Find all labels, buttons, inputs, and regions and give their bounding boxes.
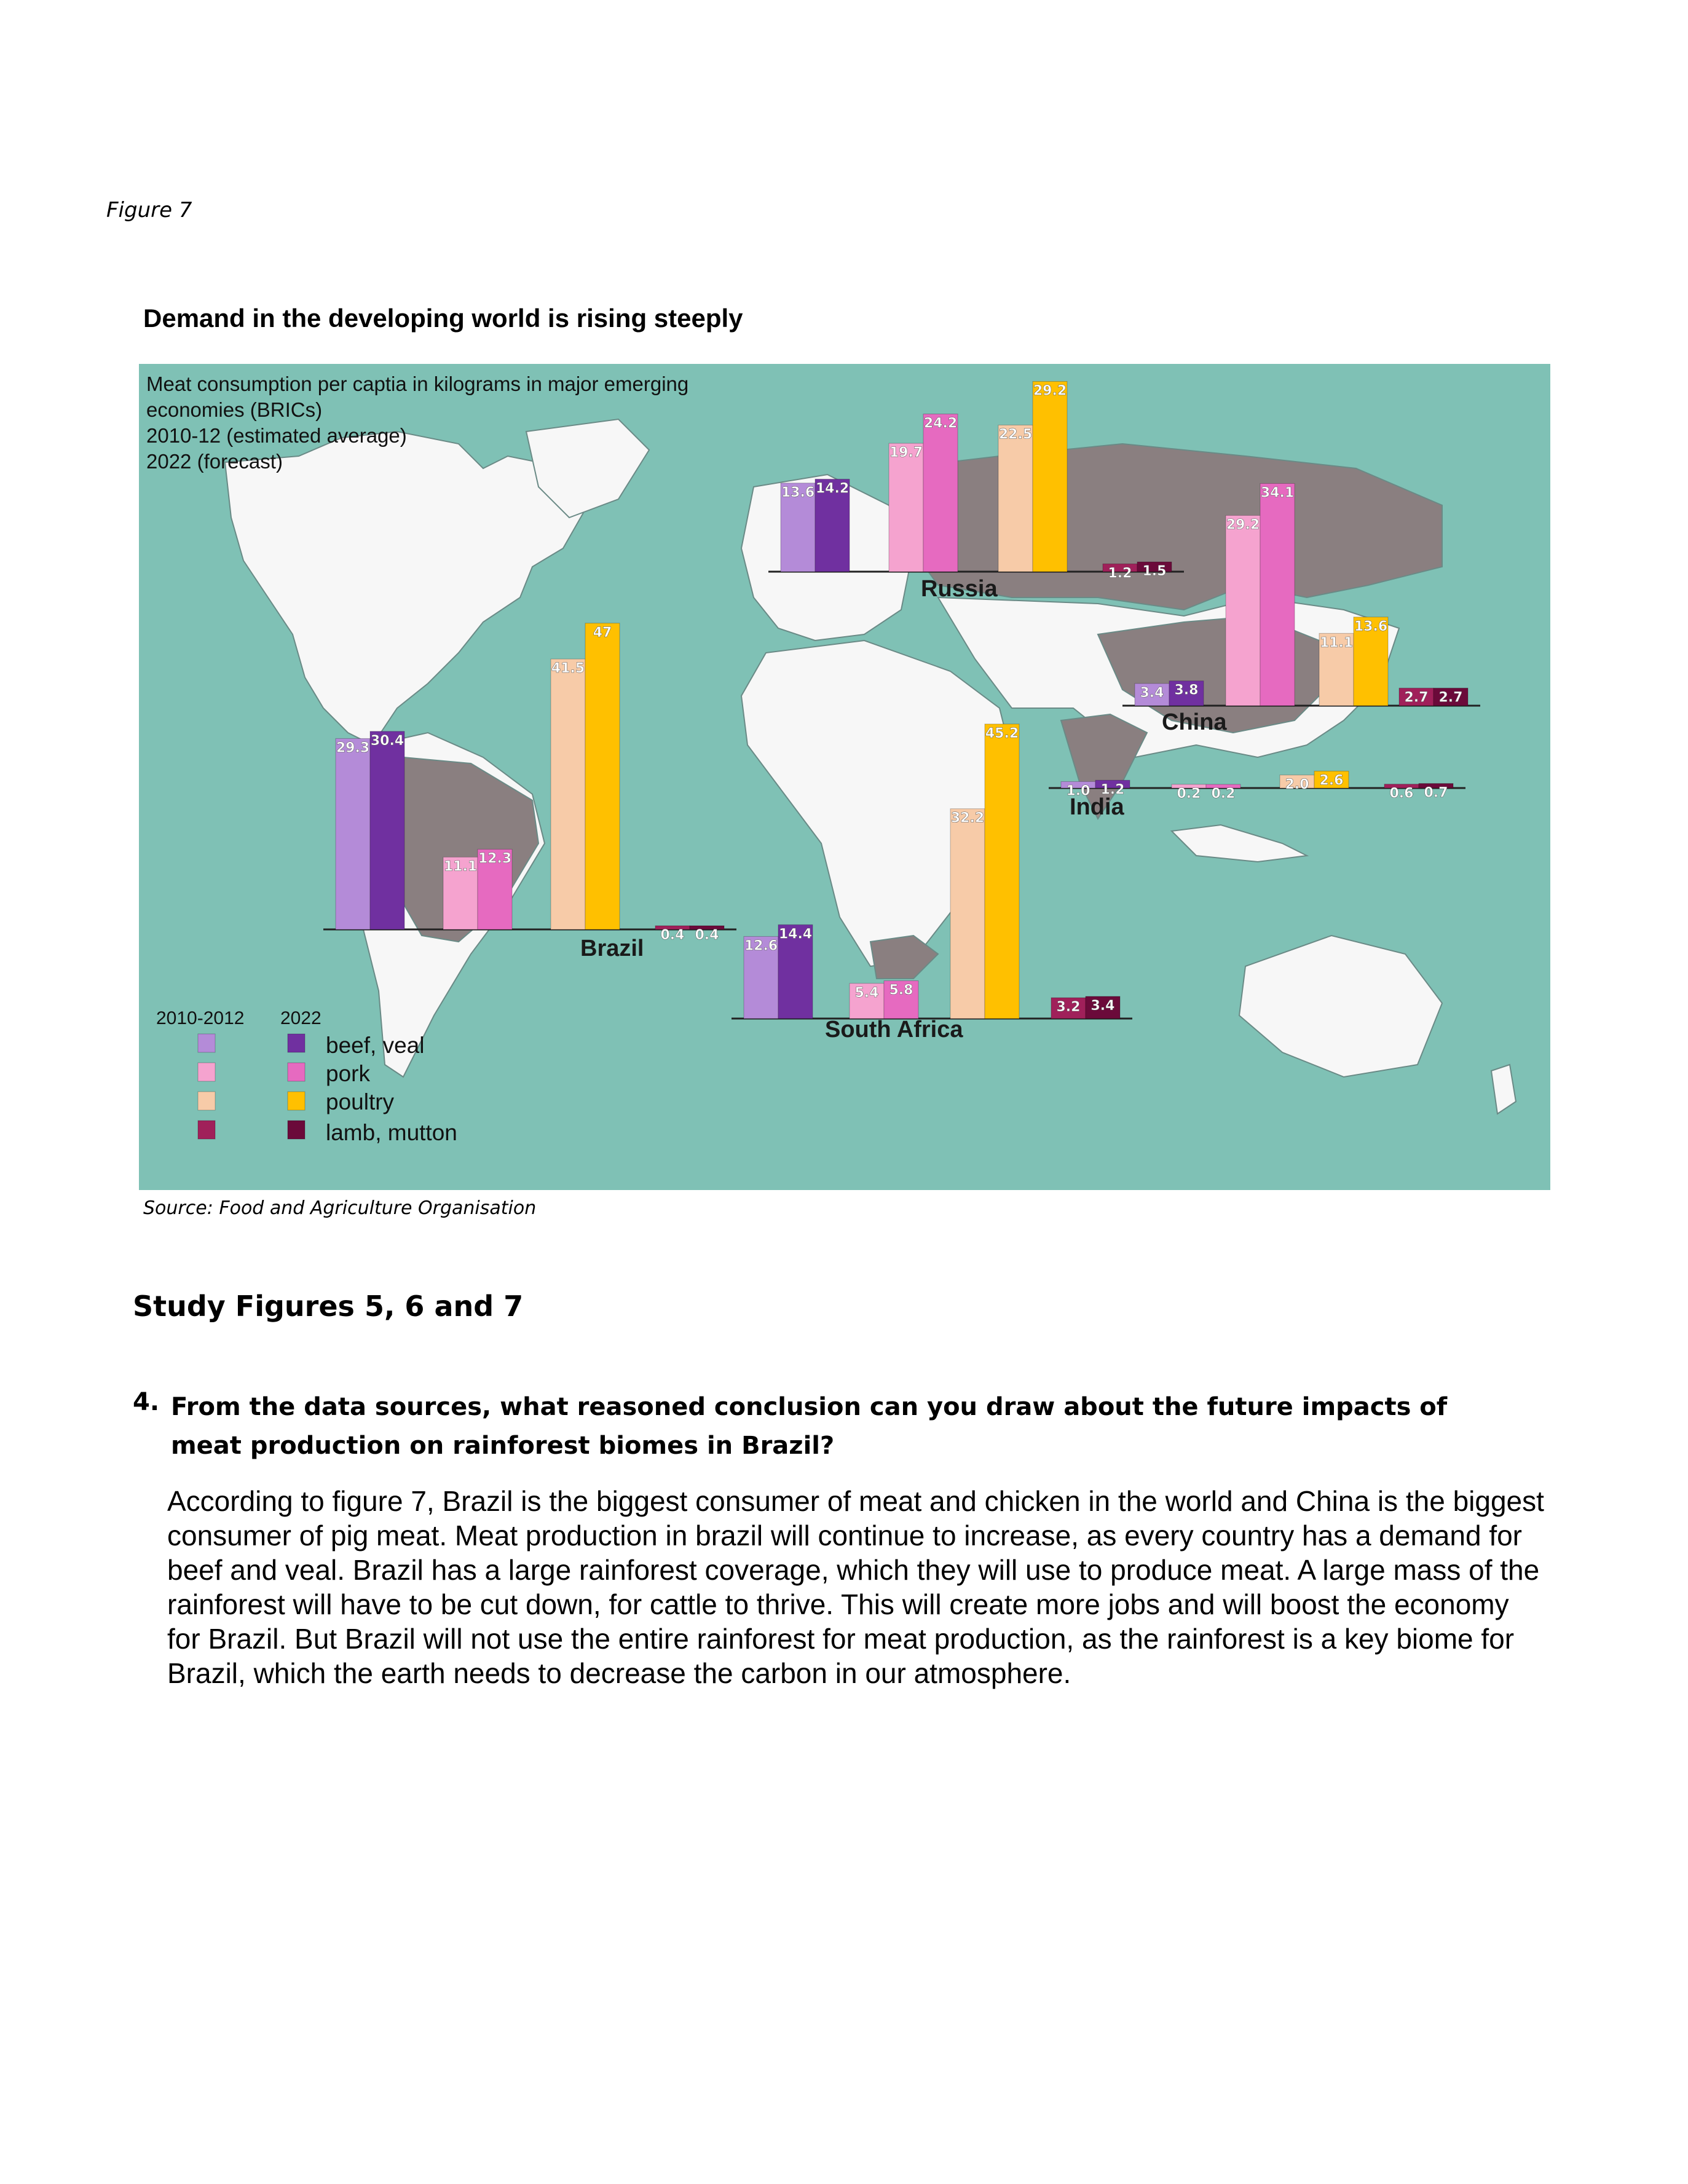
china-poultry-2010-value: 11.1	[1319, 635, 1354, 651]
legend-swatch-poultry-2010	[198, 1092, 215, 1110]
china-pork-2022-value: 34.1	[1260, 485, 1295, 501]
india-poultry-2010-value: 2.0	[1285, 776, 1309, 792]
india-lamb-2022-value: 0.7	[1424, 785, 1448, 801]
legend-label-poultry: poultry	[326, 1089, 395, 1114]
country-label-russia: Russia	[921, 576, 998, 602]
russia-poultry-2010-bar	[998, 425, 1033, 572]
brazil-pork-2010-value: 11.1	[443, 859, 478, 875]
australia-land	[1239, 936, 1442, 1077]
india-poultry-2022-value: 2.6	[1319, 773, 1344, 789]
brazil-beef-2010-bar	[336, 738, 370, 929]
figure-label: Figure 7	[106, 198, 192, 223]
india-pork-2010-value: 0.2	[1177, 786, 1201, 802]
north-america-land	[225, 432, 588, 745]
china-lamb-2010-value: 2.7	[1404, 690, 1429, 706]
russia-poultry-2010-value: 22.5	[998, 427, 1033, 443]
new-zealand-land	[1491, 1065, 1516, 1114]
legend-swatch-poultry-2022	[288, 1092, 305, 1110]
question-number: 4.	[133, 1388, 160, 1416]
south-africa-poultry-2010-value: 32.2	[950, 810, 985, 826]
brazil-lamb-2010-value: 0.4	[660, 928, 685, 943]
legend-label-lamb: lamb, mutton	[326, 1120, 457, 1145]
india-beef-2010-value: 1.0	[1066, 783, 1090, 799]
chart-subtitle	[146, 371, 688, 475]
brazil-poultry-2010-bar	[551, 659, 585, 929]
brazil-beef-2010-value: 29.3	[336, 740, 370, 756]
south-africa-lamb-2010-value: 3.2	[1056, 999, 1081, 1015]
russia-beef-2010-value: 13.6	[781, 484, 815, 500]
russia-pork-2022-bar	[923, 414, 958, 572]
answer-text: According to figure 7, Brazil is the biggest consumer of meat and chicken in the world and China is the biggest consumer of pig meat. Meat production in brazil will continue to increase, as every country has a demand for beef and veal. Brazil has a large rainforest coverage, which they will use to produce meat. A large mass of the rainforest will have to be cut down, for cattle to thrive. This will create more jobs and will boost the economy for Brazil. But Brazil will not use the entire rainforest for meat production, as the rainforest is a key biome for Brazil, which the earth needs to decrease the carbon in our atmosphere.	[167, 1485, 1544, 1689]
brazil-poultry-2010-value: 41.5	[551, 661, 585, 677]
indonesia-land	[1172, 825, 1307, 862]
russia-beef-2022-value: 14.2	[815, 481, 850, 497]
china-lamb-2022-value: 2.7	[1438, 690, 1463, 706]
russia-pork-2010-bar	[889, 443, 923, 572]
brazil-poultry-2022-bar	[585, 623, 620, 929]
subtitle-line: 2022 (forecast)	[146, 450, 283, 473]
legend-swatch-beef-2022	[288, 1034, 305, 1052]
source-note: Source: Food and Agriculture Organisation	[143, 1197, 537, 1219]
china-pork-2022-bar	[1260, 484, 1295, 706]
china-poultry-2022-value: 13.6	[1354, 618, 1388, 634]
china-pork-2010-bar	[1226, 515, 1260, 706]
legend-header-2010: 2010-2012	[156, 1008, 245, 1028]
brazil-lamb-2022-value: 0.4	[695, 928, 719, 943]
legend-swatch-pork-2010	[198, 1063, 215, 1081]
legend-swatch-lamb-2022	[288, 1121, 305, 1139]
country-label-india: India	[1070, 794, 1124, 820]
study-heading: Study Figures 5, 6 and 7	[133, 1290, 524, 1323]
india-pork-2022-value: 0.2	[1211, 786, 1236, 802]
south-africa-lamb-2022-value: 3.4	[1090, 998, 1115, 1014]
legend-swatch-pork-2022	[288, 1063, 305, 1081]
country-label-brazil: Brazil	[580, 936, 644, 961]
figure-title: Demand in the developing world is rising steeply	[143, 304, 743, 333]
subtitle-line: economies (BRICs)	[146, 398, 323, 421]
south-africa-pork-2010-value: 5.4	[854, 985, 879, 1001]
russia-lamb-2022-value: 1.5	[1142, 564, 1167, 580]
china-beef-2022-value: 3.8	[1174, 682, 1199, 698]
legend-header-2022: 2022	[280, 1008, 321, 1028]
brazil-poultry-2022-value: 47	[593, 625, 612, 641]
subtitle-line: Meat consumption per captia in kilograms in major emerging	[146, 373, 689, 395]
india-beef-2022-value: 1.2	[1100, 782, 1125, 798]
india-lamb-2010-value: 0.6	[1389, 786, 1414, 802]
south-africa-poultry-2022-value: 45.2	[985, 725, 1019, 741]
question-text: From the data sources, what reasoned conclusion can you draw about the future impacts of meat production on rainforest biomes in Brazil?	[171, 1393, 1448, 1460]
subtitle-line: 2010-12 (estimated average)	[146, 424, 407, 447]
legend-swatch-lamb-2010	[198, 1121, 215, 1139]
legend-swatch-beef-2010	[198, 1034, 215, 1052]
legend-label-pork: pork	[326, 1061, 370, 1086]
russia-poultry-2022-value: 29.2	[1033, 383, 1067, 399]
south-africa-beef-2022-value: 14.4	[778, 926, 813, 942]
russia-poultry-2022-bar	[1033, 381, 1067, 572]
brazil-pork-2022-value: 12.3	[478, 851, 512, 867]
china-pork-2010-value: 29.2	[1226, 517, 1260, 533]
country-label-china: China	[1162, 709, 1227, 735]
russia-pork-2022-value: 24.2	[923, 416, 958, 432]
brazil-beef-2022-value: 30.4	[370, 733, 404, 749]
south-africa-poultry-2010-bar	[950, 809, 985, 1019]
south-africa-pork-2022-value: 5.8	[889, 982, 913, 998]
country-label-south-africa: South Africa	[825, 1017, 963, 1043]
brazil-beef-2022-bar	[370, 731, 404, 929]
south-africa-poultry-2022-bar	[985, 724, 1019, 1019]
russia-pork-2010-value: 19.7	[889, 445, 923, 461]
china-beef-2010-value: 3.4	[1140, 685, 1164, 701]
legend-label-beef: beef, veal	[326, 1033, 425, 1058]
chart-map	[139, 364, 1550, 1190]
south-africa-beef-2010-value: 12.6	[744, 938, 778, 954]
russia-lamb-2010-value: 1.2	[1108, 566, 1132, 581]
